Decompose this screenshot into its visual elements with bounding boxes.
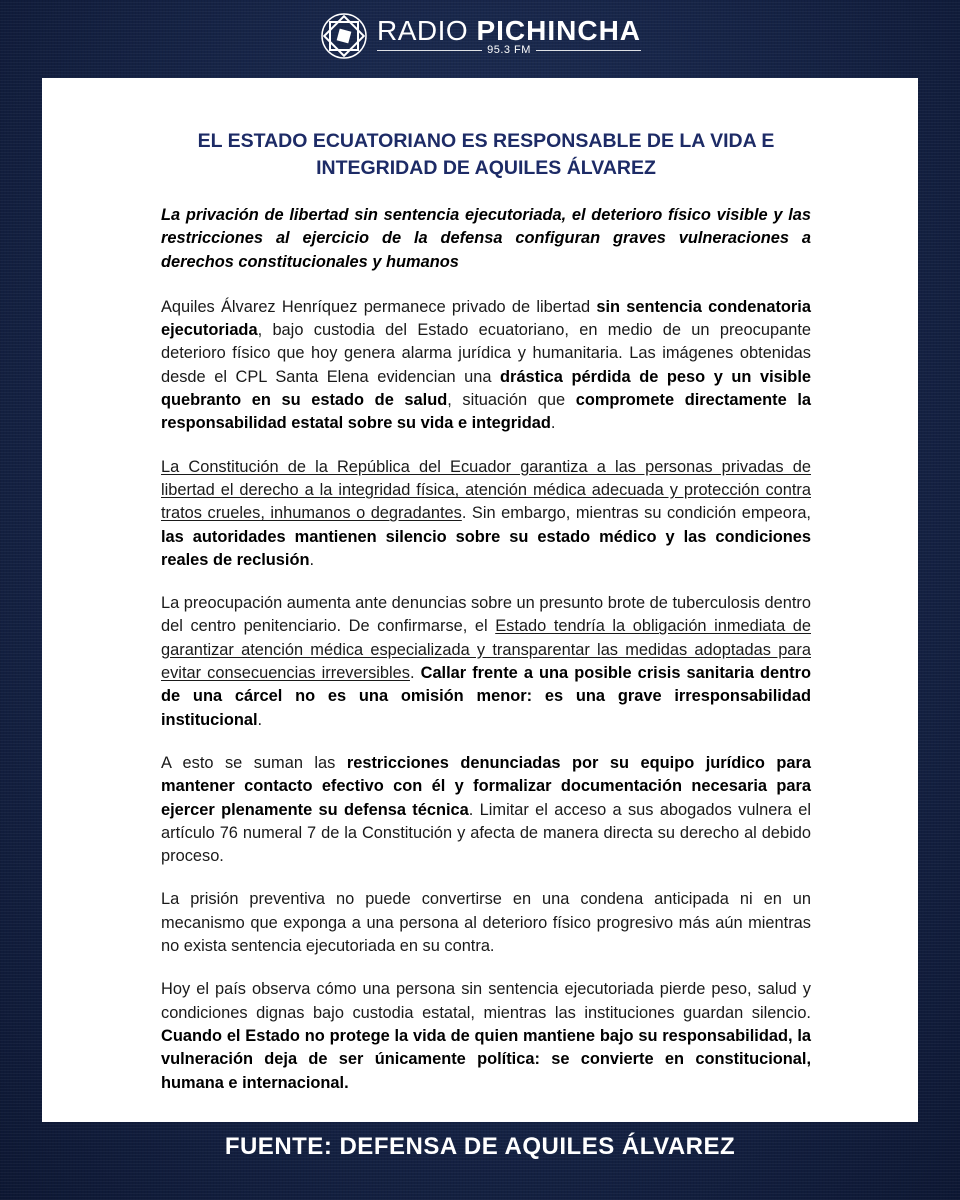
document-title: EL ESTADO ECUATORIANO ES RESPONSABLE DE LA VIDA E INTEGRIDAD DE AQUILES ÁLVAREZ (197, 130, 775, 179)
statement-card (42, 78, 918, 1122)
paragraph-4: A esto se suman las restricciones denunciadas por su equipo jurídico para mantener contacto efectivo con él y formalizar documentación necesaria para ejercer plenamente su defensa técnica. Limitar el acceso a sus abogados vulnera el artículo 76 numeral 7 de la Constitución y afecta de manera directa su derecho al debido proceso. (161, 753, 812, 866)
header (0, 8, 960, 64)
document-subtitle: La privación de libertad sin sentencia ejecutoriada, el deterioro físico visible y las restricciones al ejercicio de la defensa configuran graves vulneraciones a derechos constitucionales y humanos (161, 206, 811, 271)
radio-pichincha-logo-icon (319, 11, 369, 61)
source-footer: FUENTE: DEFENSA DE AQUILES ÁLVAREZ (224, 1133, 736, 1160)
brand (377, 16, 641, 56)
brand-pichincha: PICHINCHA (476, 15, 642, 46)
paragraph-2: La Constitución de la República del Ecuador garantiza a las personas privadas de libertad el derecho a la integridad física, atención médica adecuada y protección contra tratos crueles, inhumanos o degradantes. Sin embargo, mientras su condición empeora, las autoridades mantienen silencio sobre su estado médico y las condiciones reales de reclusión. (161, 457, 811, 569)
frequency: 95.3 FM (487, 44, 531, 56)
brand-radio: RADIO (376, 15, 469, 46)
frequency-row (377, 44, 641, 56)
paragraph-6: Hoy el país observa cómo una persona sin sentencia ejecutoriada pierde peso, salud y condiciones dignas bajo custodia estatal, mientras las instituciones guardan silencio. Cuando el Estado no protege la vida de quien mantiene bajo su responsabilidad, la vulneración deja de ser únicamente política: se convierte en constitucional, humana e internacional. (161, 980, 811, 1092)
paragraph-3: La preocupación aumenta ante denuncias sobre un presunto brote de tuberculosis dentro del centro penitenciario. De confirmarse, el Estado tendría la obligación inmediata de garantizar atención médica especializada y transparentar las medidas adoptadas para evitar consecuencias irreversibles. Callar frente a una posible crisis sanitaria dentro de una cárcel no es una omisión menor: es una grave irresponsabilidad institucional. (161, 594, 812, 729)
paragraph-5: La prisión preventiva no puede convertirse en una condena anticipada ni en un mecanismo que exponga a una persona al deterioro físico progresivo más aún mientras no exista sentencia ejecutoriada en su contra. (161, 890, 811, 956)
paragraph-1: Aquiles Álvarez Henríquez permanece privado de libertad sin sentencia condenatoria ejecutoriada, bajo custodia del Estado ecuatoriano, en medio de un preocupante deterioro físico que hoy genera alarma jurídica y humanitaria. Las imágenes obtenidas desde el CPL Santa Elena evidencian una drástica pérdida de peso y un visible quebranto en su estado de salud, situación que compromete directamente la responsabilidad estatal sobre su vida e integridad. (161, 297, 812, 433)
